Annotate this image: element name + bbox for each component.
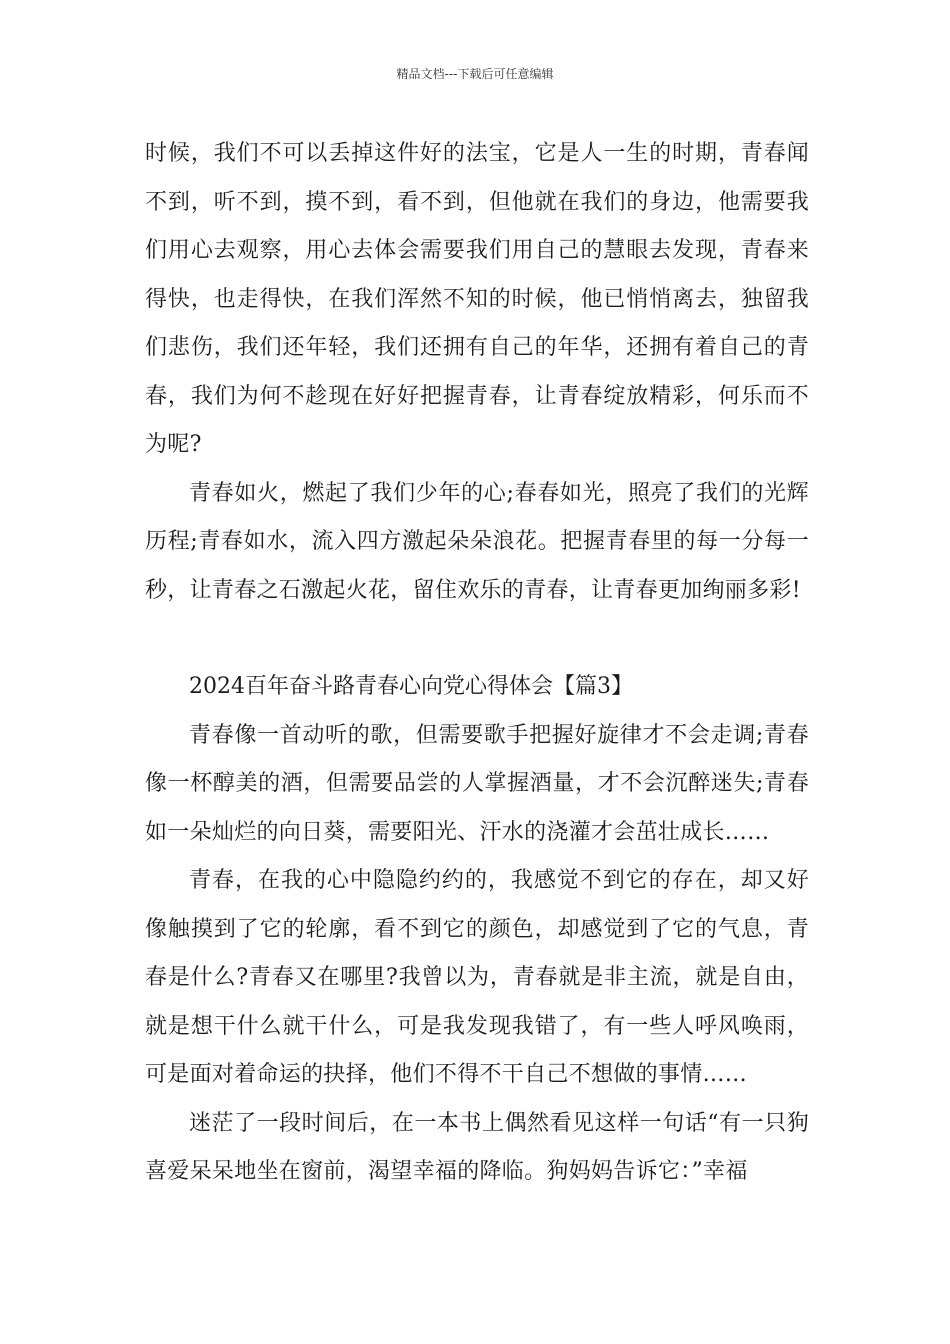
page-header: 精品文档---下载后可任意编辑 xyxy=(396,67,554,81)
paragraph-youth-fire: 青春如火，燃起了我们少年的心;春春如光，照亮了我们的光辉历程;青春如水，流入四方激起朵朵浪花。把握青春里的每一分每一秒，让青春之石激起火花，留住欢乐的青春，让青春更加绚丽多彩! xyxy=(145,480,809,603)
paragraph-youth-heart: 青春，在我的心中隐隐约约的，我感觉不到它的存在，却又好像触摸到了它的轮廓，看不到它的颜色，却感觉到了它的气息，青春是什么?青春又在哪里?我曾以为，青春就是非主流，就是自由，就是想干什么就干什么，可是我发现我错了，有一些人呼风唤雨，可是面对着命运的抉择，他们不得不干自己不想做的事情…… xyxy=(145,868,809,1087)
paragraph-continued: 时候，我们不可以丢掉这件好的法宝，它是人一生的时期，青春闻不到，听不到，摸不到，看不到，但他就在我们的身边，他需要我们用心去观察，用心去体会需要我们用自己的慧眼去发现，青春来得快，也走得快，在我们浑然不知的时候，他已悄悄离去，独留我们悲伤，我们还年轻，我们还拥有自己的年华，还拥有着自己的青春，我们为何不趁现在好好把握青春，让青春绽放精彩，何乐而不为呢? xyxy=(145,141,809,457)
section-heading: 2024百年奋斗路青春心向党心得体会【篇3】 xyxy=(189,674,633,699)
document-body xyxy=(145,130,809,1197)
paragraph-confusion: 迷茫了一段时间后，在一本书上偶然看见这样一句话“有一只狗喜爱呆呆地坐在窗前，渴望幸福的降临。狗妈妈告诉它：”幸福 xyxy=(145,1110,809,1184)
paragraph-youth-song: 青春像一首动听的歌，但需要歌手把握好旋律才不会走调;青春像一杯醇美的酒，但需要品尝的人掌握酒量，才不会沉醉迷失;青春如一朵灿烂的向日葵，需要阳光、汗水的浇灌才会茁壮成长…… xyxy=(145,722,809,845)
section-spacer xyxy=(145,615,809,663)
